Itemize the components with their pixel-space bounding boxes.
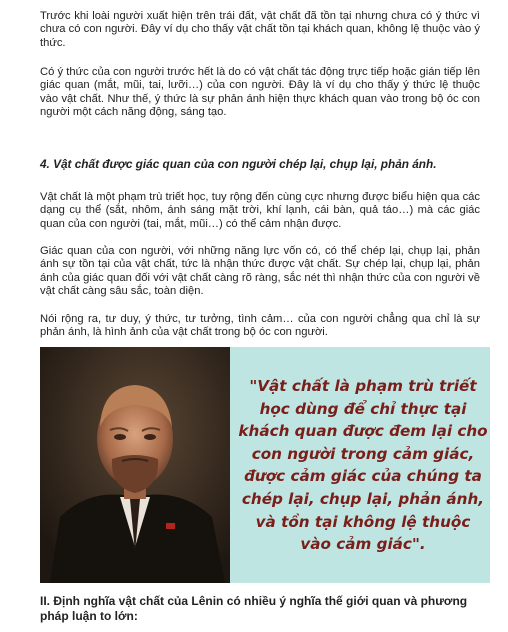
quote-panel	[230, 347, 490, 583]
quote-figure	[40, 347, 490, 583]
section-heading-ii: II. Định nghĩa vật chất của Lênin có nhiều ý nghĩa thế giới quan và phương pháp luận to lớn:	[40, 594, 468, 623]
lenin-quote: "Vật chất là phạm trù triết học dùng để chỉ thực tại khách quan được đem lại cho con người trong cảm giác, được cảm giác của chúng ta chép lại, chụp lại, phản ánh, và tồn tại không lệ thuộc vào cảm giác".	[238, 377, 488, 554]
portrait-photo	[40, 347, 230, 583]
paragraph-matter-before-humans: Trước khi loài người xuất hiện trên trái đất, vật chất đã tồn tại nhưng chưa có ý thức vì chưa có con người. Đây ví dụ cho thấy vật chất tồn tại khách quan, không lệ thuộc vào ý thức.	[40, 10, 480, 49]
paragraph-consciousness-depends: Có ý thức của con người trước hết là do có vật chất tác động trực tiếp hoặc gián tiếp lên giác quan (mắt, mũi, tai, lưỡi…) của con người. Đây là ví dụ cho thấy ý thức lệ thuộc vào vật chất. Như thế, ý thức là sự phản ánh hiện thực khách quan vào trong bộ óc con người một cách năng động, sáng tạo.	[40, 66, 480, 119]
paragraph-senses-reflect: Giác quan của con người, với những năng lực vốn có, có thể chép lại, chụp lại, phản ánh sự tồn tại của vật chất, tức là nhận thức được vật chất. Sự chép lại, chụp lại, phản ánh của giác quan đối với vật chất càng rõ ràng, sắc nét thì nhận thức của con người về vật chất càng sâu sắc, toàn diện.	[40, 245, 480, 298]
portrait-illustration	[40, 347, 230, 583]
paragraph-philosophical-category: Vật chất là một phạm trù triết học, tuy rộng đến cùng cực nhưng được biểu hiện qua các dạng cụ thể (sắt, nhôm, ánh sáng mặt trời, khí lạnh, cái bàn, quả táo…) mà các giác quan của con người (tai, mắt, mũi…) có thể cảm nhận được.	[40, 191, 480, 230]
paragraph-thought-reflection: Nói rộng ra, tư duy, ý thức, tư tưởng, tình cảm… của con người chẳng qua chỉ là sự phản ánh, là hình ảnh của vật chất trong bộ óc con người.	[40, 313, 480, 339]
section-heading-4: 4. Vật chất được giác quan của con người chép lại, chụp lại, phản ánh.	[40, 157, 437, 171]
